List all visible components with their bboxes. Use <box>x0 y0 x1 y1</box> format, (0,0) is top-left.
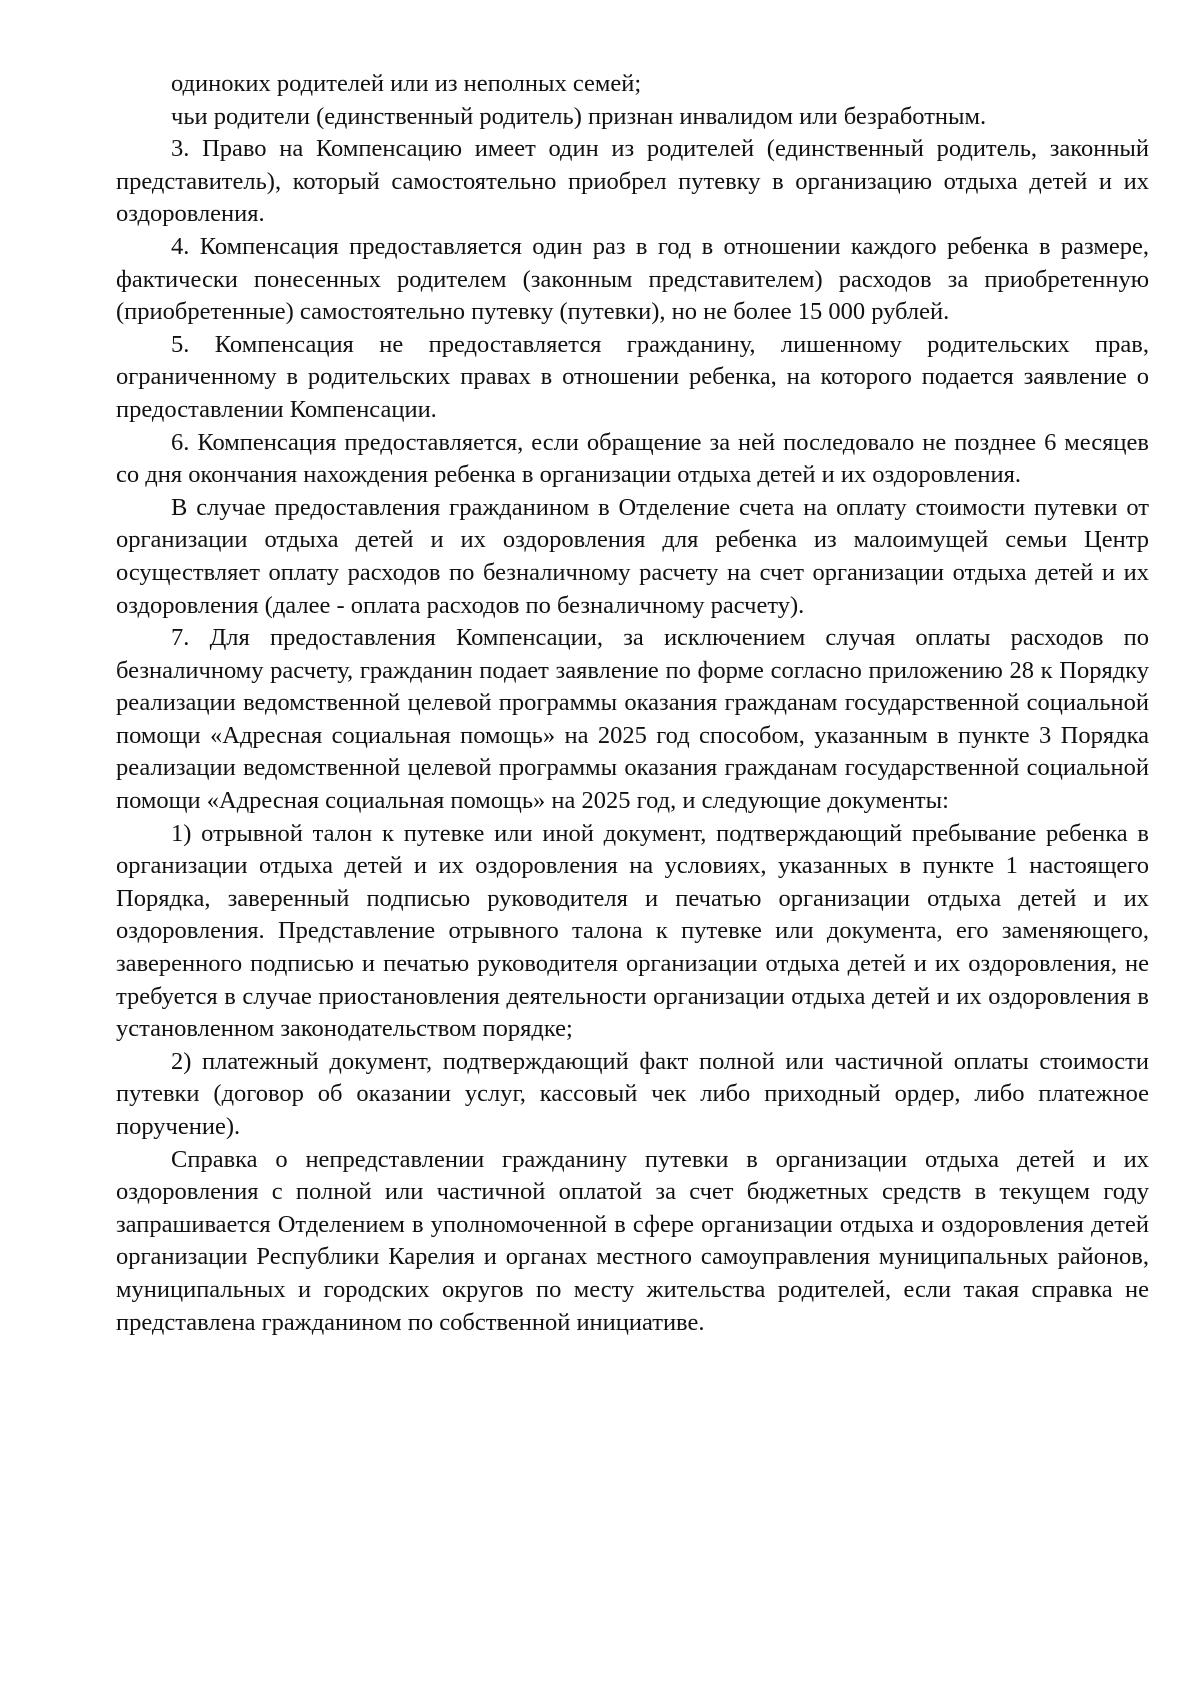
paragraph-item-5: 5. Компенсация не предоставляется гражданину, лишенному родительских прав, ограниченному в родительских правах в отношении ребенка, на которого подается заявление о предоставлении Компенсации. <box>116 330 1149 423</box>
paragraph-subitem-1: 1) отрывной талон к путевке или иной документ, подтверждающий пребывание ребенка в организации отдыха детей и их оздоровления на условиях, указанных в пункте 1 настоящего Порядка, заверенный подписью руководителя и печатью организации отдыха детей и их оздоровления. Представление отрывного талона к путевке или документа, его заменяющего, заверенного подписью и печатью руководителя организации отдыха детей и их оздоровления, не требуется в случае приостановления деятельности организации отдыха детей и их оздоровления в установленном законодательством порядке; <box>116 819 1149 1043</box>
paragraph-disabled-parents: чьи родители (единственный родитель) признан инвалидом или безработным. <box>171 102 987 130</box>
document-page <box>116 68 1149 1339</box>
paragraph-single-parents: одиноких родителей или из неполных семей; <box>171 70 642 97</box>
paragraph-cashless-payment: В случае предоставления гражданином в Отделение счета на оплату стоимости путевки от организации отдыха детей и их оздоровления для ребенка из малоимущей семьи Центр осуществляет оплату расходов по безналичному расчету на счет организации отдыха детей и их оздоровления (далее - оплата расходов по безналичному расчету). <box>116 493 1149 619</box>
paragraph-certificate: Справка о непредставлении гражданину путевки в организации отдыха детей и их оздоровления с полной или частичной оплатой за счет бюджетных средств в текущем году запрашивается Отделением в уполномоченной в сфере организации отдыха и оздоровления детей организации Республики Карелия и органах местного самоуправления муниципальных районов, муниципальных и городских округов по месту жительства родителей, если такая справка не представлена гражданином по собственной инициативе. <box>116 1145 1149 1336</box>
paragraph-item-7: 7. Для предоставления Компенсации, за исключением случая оплаты расходов по безналичному расчету, гражданин подает заявление по форме согласно приложению 28 к Порядку реализации ведомственной целевой программы оказания гражданам государственной социальной помощи «Адресная социальная помощь» на 2025 год способом, указанным в пункте 3 Порядка реализации ведомственной целевой программы оказания гражданам государственной социальной помощи «Адресная социальная помощь» на 2025 год, и следующие документы: <box>116 624 1149 815</box>
paragraph-item-6: 6. Компенсация предоставляется, если обращение за ней последовало не позднее 6 месяцев со дня окончания нахождения ребенка в организации отдыха детей и их оздоровления. <box>116 428 1149 489</box>
paragraph-item-4: 4. Компенсация предоставляется один раз в год в отношении каждого ребенка в размере, фактически понесенных родителем (законным представителем) расходов за приобретенную (приобретенные) самостоятельно путевку (путевки), но не более 15 000 рублей. <box>116 232 1149 326</box>
paragraph-subitem-2: 2) платежный документ, подтверждающий факт полной или частичной оплаты стоимости путевки (договор об оказании услуг, кассовый чек либо приходный ордер, либо платежное поручение). <box>116 1047 1149 1140</box>
paragraph-item-3: 3. Право на Компенсацию имеет один из родителей (единственный родитель, законный представитель), который самостоятельно приобрел путевку в организацию отдыха детей и их оздоровления. <box>116 135 1149 228</box>
